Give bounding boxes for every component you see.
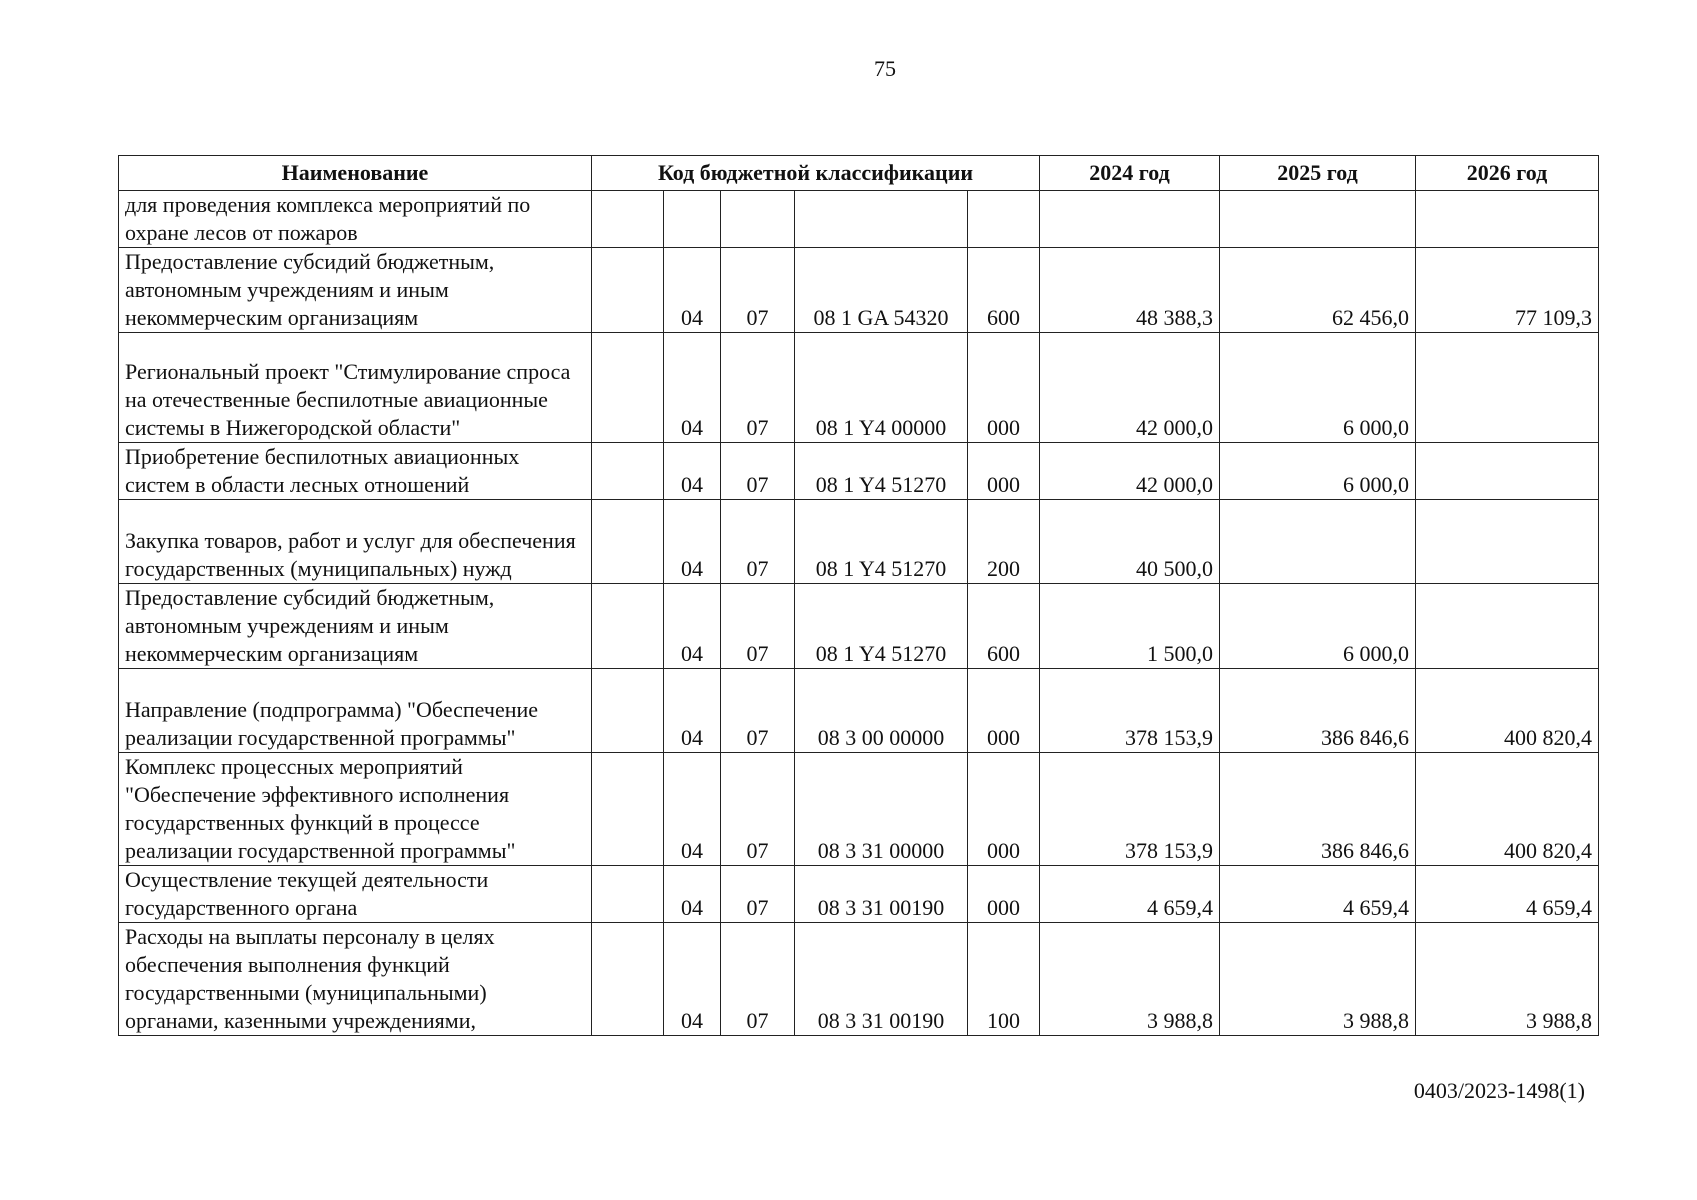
code-cell-subsection: 07 — [721, 584, 795, 669]
value-2024-cell: 378 153,9 — [1040, 753, 1220, 866]
code-cell-section — [592, 443, 664, 500]
code-cell-section — [592, 753, 664, 866]
value-2024-cell: 1 500,0 — [1040, 584, 1220, 669]
code-cell-chapter: 04 — [664, 866, 721, 923]
header-budget-code: Код бюджетной классификации — [592, 156, 1040, 191]
code-cell-subsection: 07 — [721, 333, 795, 443]
code-cell-subsection — [721, 191, 795, 248]
value-2026-cell: 400 820,4 — [1416, 753, 1599, 866]
code-cell-subsection: 07 — [721, 753, 795, 866]
table-row — [119, 191, 1599, 248]
row-name-cell: Приобретение беспилотных авиационных систем в области лесных отношений — [119, 443, 592, 500]
budget-table — [118, 155, 1599, 1036]
value-2024-cell: 3 988,8 — [1040, 923, 1220, 1036]
value-2025-cell: 6 000,0 — [1220, 333, 1416, 443]
value-2026-cell — [1416, 443, 1599, 500]
code-cell-subsection: 07 — [721, 248, 795, 333]
value-2024-cell: 48 388,3 — [1040, 248, 1220, 333]
code-cell-expense-type: 000 — [968, 443, 1040, 500]
table-row — [119, 866, 1599, 923]
code-cell-subsection: 07 — [721, 500, 795, 584]
value-2026-cell: 4 659,4 — [1416, 866, 1599, 923]
value-2024-cell: 42 000,0 — [1040, 443, 1220, 500]
code-cell-chapter: 04 — [664, 333, 721, 443]
table-row — [119, 753, 1599, 866]
code-cell-target-article: 08 1 Y4 00000 — [795, 333, 968, 443]
table-row — [119, 248, 1599, 333]
code-cell-target-article: 08 1 Y4 51270 — [795, 500, 968, 584]
value-2026-cell — [1416, 191, 1599, 248]
value-2025-cell: 62 456,0 — [1220, 248, 1416, 333]
code-cell-subsection: 07 — [721, 866, 795, 923]
row-name-cell: Региональный проект "Стимулирование спроса на отечественные беспилотные авиационные системы в Нижегородской области" — [119, 333, 592, 443]
code-cell-section — [592, 669, 664, 753]
value-2025-cell: 3 988,8 — [1220, 923, 1416, 1036]
code-cell-subsection: 07 — [721, 669, 795, 753]
code-cell-target-article: 08 1 Y4 51270 — [795, 443, 968, 500]
code-cell-chapter: 04 — [664, 443, 721, 500]
value-2025-cell: 386 846,6 — [1220, 669, 1416, 753]
table-row — [119, 584, 1599, 669]
code-cell-target-article: 08 3 31 00000 — [795, 753, 968, 866]
value-2026-cell — [1416, 584, 1599, 669]
value-2026-cell — [1416, 500, 1599, 584]
page-number: 75 — [874, 56, 896, 81]
code-cell-target-article: 08 3 31 00190 — [795, 923, 968, 1036]
table-row — [119, 500, 1599, 584]
code-cell-chapter: 04 — [664, 584, 721, 669]
row-name-cell: Предоставление субсидий бюджетным, автономным учреждениям и иным некоммерческим организациям — [119, 248, 592, 333]
header-name: Наименование — [119, 156, 592, 191]
code-cell-section — [592, 191, 664, 248]
value-2025-cell: 6 000,0 — [1220, 443, 1416, 500]
code-cell-chapter: 04 — [664, 500, 721, 584]
code-cell-section — [592, 248, 664, 333]
code-cell-target-article — [795, 191, 968, 248]
header-2026: 2026 год — [1416, 156, 1599, 191]
code-cell-chapter: 04 — [664, 248, 721, 333]
code-cell-subsection: 07 — [721, 923, 795, 1036]
code-cell-chapter — [664, 191, 721, 248]
code-cell-chapter: 04 — [664, 669, 721, 753]
code-cell-chapter: 04 — [664, 753, 721, 866]
code-cell-chapter: 04 — [664, 923, 721, 1036]
code-cell-section — [592, 584, 664, 669]
value-2024-cell: 42 000,0 — [1040, 333, 1220, 443]
code-cell-expense-type: 000 — [968, 753, 1040, 866]
value-2025-cell — [1220, 191, 1416, 248]
row-name-cell: Предоставление субсидий бюджетным, автономным учреждениям и иным некоммерческим организациям — [119, 584, 592, 669]
code-cell-expense-type: 000 — [968, 669, 1040, 753]
table-header-row — [119, 156, 1599, 191]
code-cell-section — [592, 866, 664, 923]
value-2025-cell: 386 846,6 — [1220, 753, 1416, 866]
code-cell-target-article: 08 3 31 00190 — [795, 866, 968, 923]
code-cell-section — [592, 500, 664, 584]
code-cell-target-article: 08 1 Y4 51270 — [795, 584, 968, 669]
code-cell-expense-type: 000 — [968, 333, 1040, 443]
code-cell-section — [592, 923, 664, 1036]
code-cell-target-article: 08 1 GA 54320 — [795, 248, 968, 333]
value-2026-cell: 400 820,4 — [1416, 669, 1599, 753]
code-cell-expense-type: 600 — [968, 584, 1040, 669]
code-cell-expense-type: 200 — [968, 500, 1040, 584]
table-row — [119, 443, 1599, 500]
table-row — [119, 333, 1599, 443]
value-2024-cell — [1040, 191, 1220, 248]
code-cell-expense-type — [968, 191, 1040, 248]
value-2025-cell: 6 000,0 — [1220, 584, 1416, 669]
value-2026-cell: 3 988,8 — [1416, 923, 1599, 1036]
value-2026-cell: 77 109,3 — [1416, 248, 1599, 333]
value-2024-cell: 40 500,0 — [1040, 500, 1220, 584]
value-2024-cell: 378 153,9 — [1040, 669, 1220, 753]
row-name-cell: Направление (подпрограмма) "Обеспечение реализации государственной программы" — [119, 669, 592, 753]
value-2025-cell — [1220, 500, 1416, 584]
code-cell-expense-type: 100 — [968, 923, 1040, 1036]
code-cell-expense-type: 000 — [968, 866, 1040, 923]
value-2026-cell — [1416, 333, 1599, 443]
code-cell-expense-type: 600 — [968, 248, 1040, 333]
header-2025: 2025 год — [1220, 156, 1416, 191]
code-cell-subsection: 07 — [721, 443, 795, 500]
row-name-cell: Расходы на выплаты персоналу в целях обеспечения выполнения функций государственными (муниципальными) органами, казенными учреждениями, — [119, 923, 592, 1036]
code-cell-target-article: 08 3 00 00000 — [795, 669, 968, 753]
value-2025-cell: 4 659,4 — [1220, 866, 1416, 923]
value-2024-cell: 4 659,4 — [1040, 866, 1220, 923]
row-name-cell: Осуществление текущей деятельности государственного органа — [119, 866, 592, 923]
row-name-cell: для проведения комплекса мероприятий по охране лесов от пожаров — [119, 191, 592, 248]
table-row — [119, 923, 1599, 1036]
header-2024: 2024 год — [1040, 156, 1220, 191]
code-cell-section — [592, 333, 664, 443]
row-name-cell: Закупка товаров, работ и услуг для обеспечения государственных (муниципальных) нужд — [119, 500, 592, 584]
row-name-cell: Комплекс процессных мероприятий "Обеспечение эффективного исполнения государственных функций в процессе реализации государственной программы" — [119, 753, 592, 866]
table-row — [119, 669, 1599, 753]
document-code: 0403/2023-1498(1) — [1413, 1078, 1585, 1103]
